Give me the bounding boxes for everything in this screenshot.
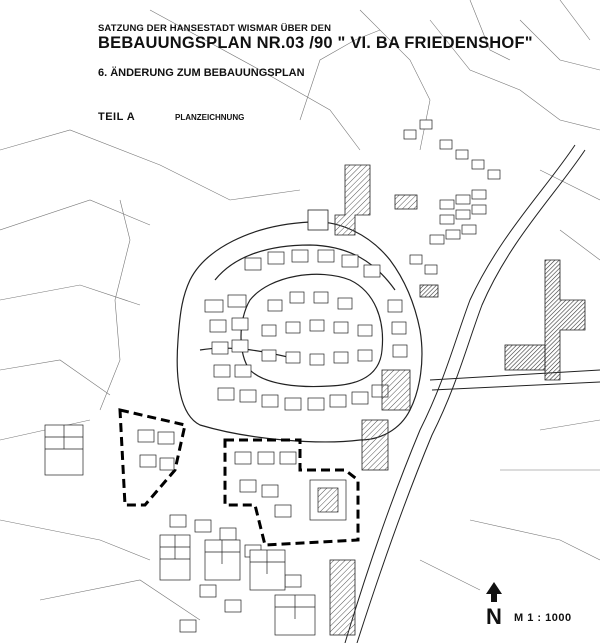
north-arrow-icon (486, 582, 502, 602)
drawing-type-label: PLANZEICHNUNG (175, 113, 245, 122)
part-label: TEIL A (98, 111, 136, 123)
plan-title: BEBAUUNGSPLAN NR.03 /90 " VI. BA FRIEDENSHOF" (98, 34, 533, 52)
building-plots (205, 120, 500, 410)
statute-heading: SATZUNG DER HANSESTADT WISMAR ÜBER DEN (98, 23, 332, 34)
amendment-boundary (120, 410, 358, 545)
north-letter: N (486, 604, 502, 629)
land-use-tables (45, 425, 315, 635)
scale-label: M 1 : 1000 (514, 612, 572, 624)
amendment-heading: 6. ÄNDERUNG ZUM BEBAUUNGSPLAN (98, 67, 305, 79)
